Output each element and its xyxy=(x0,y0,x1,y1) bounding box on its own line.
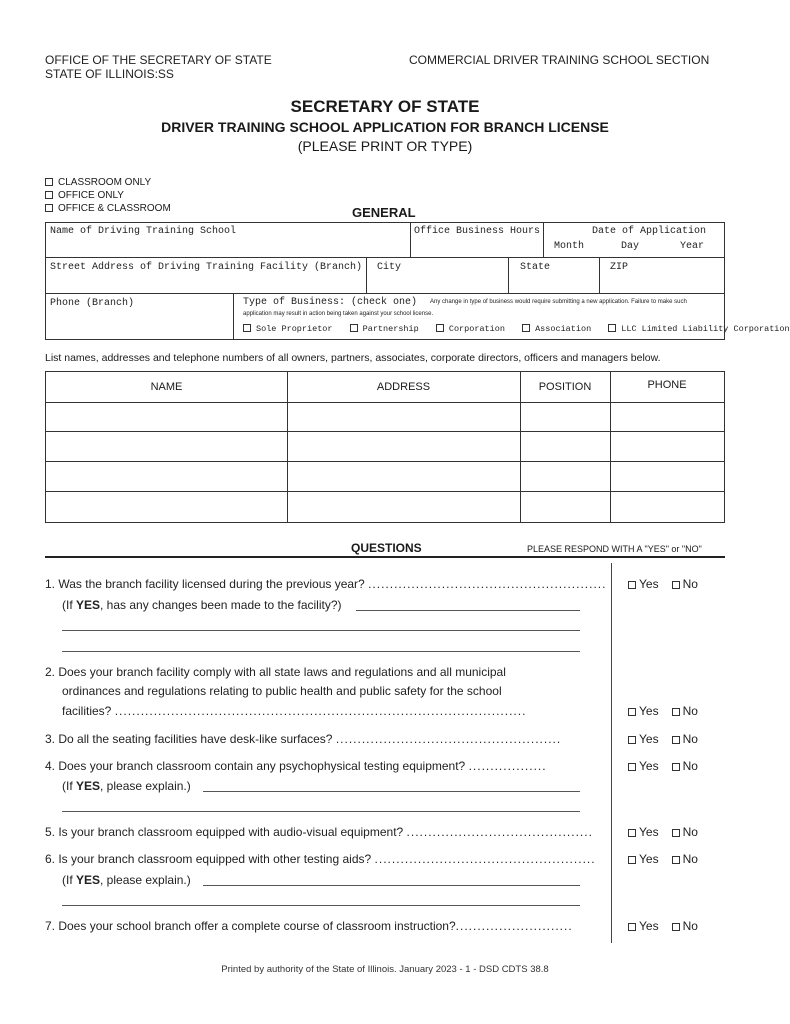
question-4-explain: (If YES, please explain.) xyxy=(62,779,191,793)
question-1-followup: (If YES, has any changes been made to the facility?) xyxy=(62,598,342,612)
q4-answer-line[interactable] xyxy=(203,791,580,792)
header-section: COMMERCIAL DRIVER TRAINING SCHOOL SECTION xyxy=(409,53,710,67)
q6-answer-line[interactable] xyxy=(62,905,580,906)
business-type-llc[interactable]: LLC Limited Liability Corporation xyxy=(608,324,789,334)
questions-divider xyxy=(45,556,725,558)
page-title: SECRETARY OF STATE xyxy=(290,97,480,116)
checkbox-icon[interactable] xyxy=(672,581,680,589)
phone-branch-field[interactable]: Phone (Branch) xyxy=(50,298,135,309)
checkbox-icon[interactable] xyxy=(45,191,53,199)
q1-answer-line[interactable] xyxy=(356,610,580,611)
q4-yes[interactable]: Yes xyxy=(628,759,659,773)
checkbox-icon[interactable] xyxy=(608,324,616,332)
q7-answer xyxy=(628,919,698,933)
q2-answer xyxy=(628,704,698,718)
business-type-note-1: Any change in type of business would require submitting a new application. Failure to make such xyxy=(430,299,687,305)
q3-answer xyxy=(628,732,698,746)
business-type-sole-proprietor[interactable]: Sole Proprietor xyxy=(243,324,333,334)
question-2-line1: 2. Does your branch facility comply with all state laws and regulations and all municipal xyxy=(45,665,506,679)
checkbox-icon[interactable] xyxy=(672,708,680,716)
zip-field[interactable]: ZIP xyxy=(610,262,629,273)
question-7: 7. Does your school branch offer a complete course of classroom instruction?........................... xyxy=(45,919,573,933)
general-heading: GENERAL xyxy=(352,205,416,220)
checkbox-icon[interactable] xyxy=(672,763,680,771)
license-type-office[interactable]: OFFICE ONLY xyxy=(45,189,171,202)
question-2-line2: ordinances and regulations relating to public health and public safety for the school xyxy=(62,684,502,698)
day-field[interactable]: Day xyxy=(621,241,640,252)
q6-answer xyxy=(628,852,698,866)
month-field[interactable]: Month xyxy=(554,241,585,252)
license-type-group xyxy=(45,176,171,215)
q3-no[interactable]: No xyxy=(672,732,698,746)
q5-no[interactable]: No xyxy=(672,825,698,839)
answer-column-divider xyxy=(611,563,612,943)
page-subtitle: DRIVER TRAINING SCHOOL APPLICATION FOR BRANCH LICENSE xyxy=(161,119,609,135)
checkbox-icon[interactable] xyxy=(672,923,680,931)
business-type-label: Type of Business: (check one) xyxy=(243,297,418,308)
checkbox-icon[interactable] xyxy=(628,736,636,744)
business-type-note-2: application may result in action being taken against your school license. xyxy=(243,311,434,317)
q4-answer-line[interactable] xyxy=(62,811,580,812)
q1-answer-line[interactable] xyxy=(62,630,580,631)
header-state: STATE OF ILLINOIS:SS xyxy=(45,67,174,81)
checkbox-icon[interactable] xyxy=(672,736,680,744)
business-type-options xyxy=(243,324,790,334)
school-name-field[interactable]: Name of Driving Training School xyxy=(50,226,237,237)
question-5: 5. Is your branch classroom equipped with audio-visual equipment? ........................................... xyxy=(45,825,593,839)
checkbox-icon[interactable] xyxy=(350,324,358,332)
street-address-field[interactable]: Street Address of Driving Training Facility (Branch) xyxy=(50,262,363,273)
q7-no[interactable]: No xyxy=(672,919,698,933)
q7-yes[interactable]: Yes xyxy=(628,919,659,933)
checkbox-icon[interactable] xyxy=(672,856,680,864)
q2-yes[interactable]: Yes xyxy=(628,704,659,718)
checkbox-icon[interactable] xyxy=(628,856,636,864)
q4-answer xyxy=(628,759,698,773)
q6-no[interactable]: No xyxy=(672,852,698,866)
q2-no[interactable]: No xyxy=(672,704,698,718)
checkbox-icon[interactable] xyxy=(436,324,444,332)
column-header-phone: PHONE xyxy=(647,379,687,391)
respond-note: PLEASE RESPOND WITH A "YES" or "NO" xyxy=(527,544,702,554)
checkbox-icon[interactable] xyxy=(45,204,53,212)
question-1: 1. Was the branch facility licensed during the previous year? ....................................................... xyxy=(45,577,607,591)
footer-text: Printed by authority of the State of Illinois. January 2023 - 1 - DSD CDTS 38.8 xyxy=(221,964,549,975)
q6-answer-line[interactable] xyxy=(203,885,580,886)
q6-yes[interactable]: Yes xyxy=(628,852,659,866)
date-of-application-label: Date of Application xyxy=(592,226,707,237)
question-2-line3: facilities? ............................................................................................... xyxy=(62,704,527,718)
owners-instruction: List names, addresses and telephone numbers of all owners, partners, associates, corporate directors, officers and managers below. xyxy=(45,352,661,364)
q5-answer xyxy=(628,825,698,839)
questions-heading: QUESTIONS xyxy=(351,541,422,555)
general-form-grid xyxy=(45,222,790,340)
column-header-position: POSITION xyxy=(538,381,592,393)
checkbox-icon[interactable] xyxy=(672,829,680,837)
checkbox-icon[interactable] xyxy=(628,581,636,589)
office-hours-field[interactable]: Office Business Hours xyxy=(414,226,541,237)
q1-answer xyxy=(628,577,698,591)
column-header-address: ADDRESS xyxy=(376,381,431,393)
checkbox-icon[interactable] xyxy=(628,763,636,771)
checkbox-icon[interactable] xyxy=(522,324,530,332)
license-type-office-classroom[interactable]: OFFICE & CLASSROOM xyxy=(45,202,171,215)
question-4: 4. Does your branch classroom contain any psychophysical testing equipment? .................. xyxy=(45,759,547,773)
checkbox-icon[interactable] xyxy=(45,178,53,186)
q1-answer-line[interactable] xyxy=(62,651,580,652)
checkbox-icon[interactable] xyxy=(628,829,636,837)
business-type-partnership[interactable]: Partnership xyxy=(350,324,419,334)
checkbox-icon[interactable] xyxy=(628,923,636,931)
question-6: 6. Is your branch classroom equipped with other testing aids? ................................................... xyxy=(45,852,596,866)
q4-no[interactable]: No xyxy=(672,759,698,773)
state-field[interactable]: State xyxy=(520,262,551,273)
business-type-corporation[interactable]: Corporation xyxy=(436,324,505,334)
print-instruction: (PLEASE PRINT OR TYPE) xyxy=(297,138,473,154)
q5-yes[interactable]: Yes xyxy=(628,825,659,839)
checkbox-icon[interactable] xyxy=(243,324,251,332)
q1-yes[interactable]: Yes xyxy=(628,577,659,591)
checkbox-icon[interactable] xyxy=(628,708,636,716)
question-3: 3. Do all the seating facilities have desk-like surfaces? .................................................... xyxy=(45,732,562,746)
column-header-name: NAME xyxy=(150,381,183,393)
q3-yes[interactable]: Yes xyxy=(628,732,659,746)
year-field[interactable]: Year xyxy=(680,241,705,252)
q1-no[interactable]: No xyxy=(672,577,698,591)
license-type-classroom[interactable]: CLASSROOM ONLY xyxy=(45,176,171,189)
owners-table xyxy=(45,371,725,523)
city-field[interactable]: City xyxy=(377,262,402,273)
question-6-explain: (If YES, please explain.) xyxy=(62,873,191,887)
business-type-association[interactable]: Association xyxy=(522,324,591,334)
header-office: OFFICE OF THE SECRETARY OF STATE xyxy=(45,53,272,67)
